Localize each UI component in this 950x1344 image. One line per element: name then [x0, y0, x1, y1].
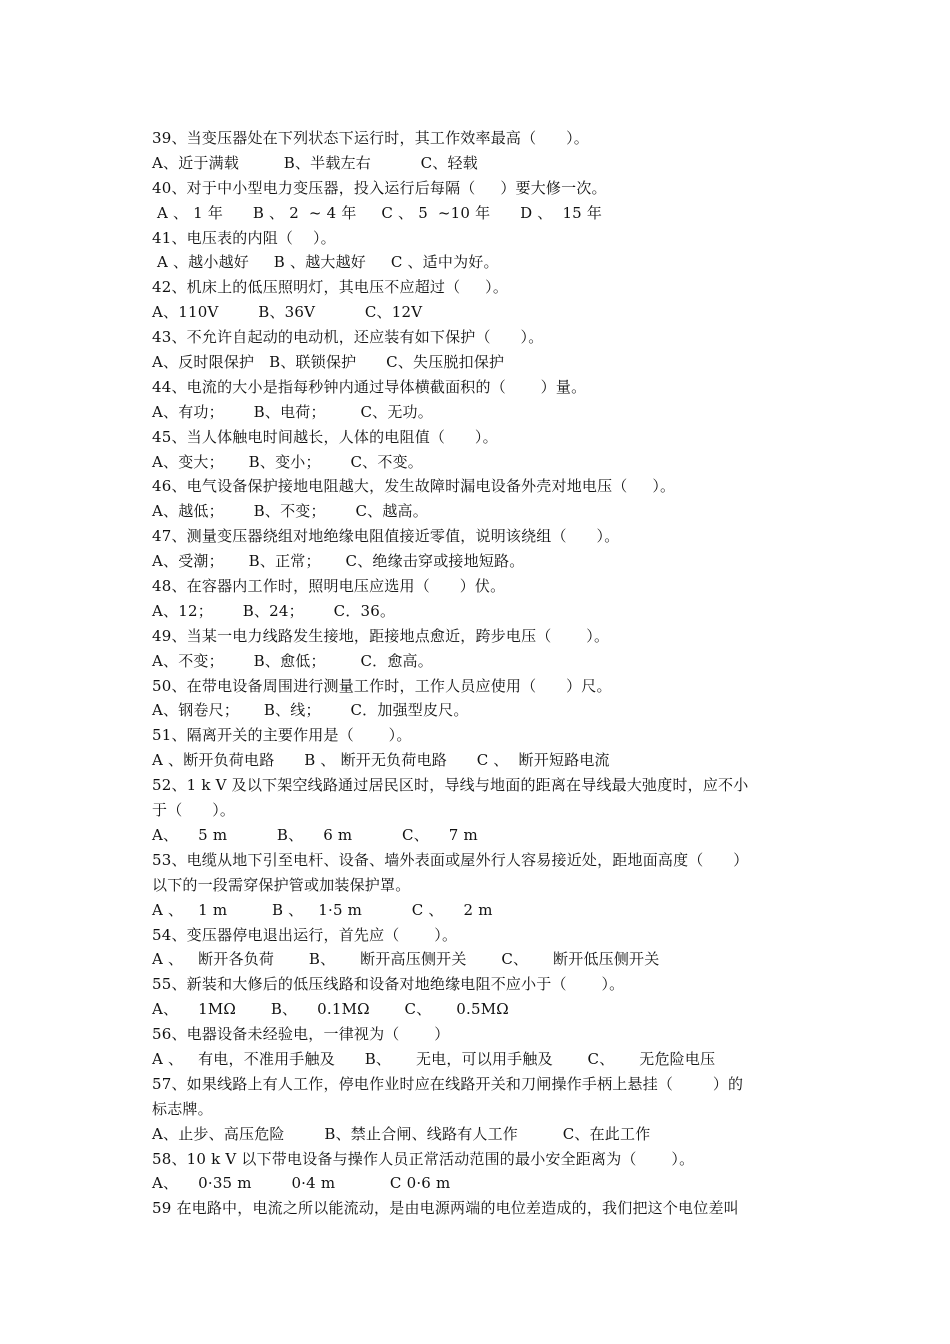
question-52-cont: 于（ ）。: [152, 801, 236, 820]
options-52: A、 5 m B、 6 m C、 7 m: [152, 825, 478, 844]
question-45: 45、当人体触电时间越长，人体的电阻值（ ）。: [152, 427, 498, 446]
question-57-cont: 标志牌。: [152, 1099, 213, 1118]
options-56: A 、 有电，不准用手触及 B、 无电，可以用手触及 C、 无危险电压: [152, 1049, 716, 1068]
options-39: A、近于满载 B、半载左右 C、轻载: [152, 153, 478, 172]
options-42: A、110V B、36V C、12V: [152, 303, 423, 322]
options-54: A 、 断开各负荷 B、 断开高压侧开关 C、 断开低压侧开关: [152, 950, 660, 969]
options-43: A、反时限保护 B、联锁保护 C、失压脱扣保护: [152, 353, 505, 372]
question-49: 49、当某一电力线路发生接地，距接地点愈近，跨步电压（ ）。: [152, 626, 610, 645]
options-51: A 、断开负荷电路 B 、 断开无负荷电路 C 、 断开短路电流: [152, 751, 610, 770]
question-list: [152, 126, 812, 1221]
question-44: 44、电流的大小是指每秒钟内通过导体横截面积的（ ）量。: [152, 377, 587, 396]
options-47: A、受潮； B、正常； C、绝缘击穿或接地短路。: [152, 552, 525, 571]
options-50: A、钢卷尺； B、线； C．加强型皮尺。: [152, 701, 469, 720]
options-48: A、12； B、24； C．36。: [152, 601, 396, 620]
options-45: A、变大； B、变小； C、不变。: [152, 452, 423, 471]
options-53: A 、 1 m B 、 1·5 m C 、 2 m: [152, 900, 493, 919]
question-43: 43、不允许自起动的电动机，还应装有如下保护（ ）。: [152, 328, 544, 347]
options-49: A、不变； B、愈低； C．愈高。: [152, 651, 433, 670]
question-48: 48、在容器内工作时，照明电压应选用（ ）伏。: [152, 577, 506, 596]
question-56: 56、电器设备未经验电，一律视为（ ）: [152, 1025, 450, 1044]
options-58: A、 0·35 m 0·4 m C 0·6 m: [152, 1174, 451, 1193]
question-54: 54、变压器停电退出运行，首先应（ ）。: [152, 925, 458, 944]
question-47: 47、测量变压器绕组对地绝缘电阻值接近零值，说明该绕组（ ）。: [152, 527, 620, 546]
question-40: 40、对于中小型电力变压器，投入运行后每隔（ ）要大修一次。: [152, 178, 607, 197]
options-40: A 、 1 年 B 、 2 ~ 4 年 C 、 5 ~10 年 D 、 15 年: [152, 203, 603, 222]
options-46: A、越低； B、不变； C、越高。: [152, 502, 428, 521]
question-53: 53、电缆从地下引至电杆、设备、墙外表面或屋外行人容易接近处，距地面高度（ ）: [152, 850, 749, 869]
question-41: 41、电压表的内阻（ ）。: [152, 228, 336, 247]
options-44: A、有功； B、电荷； C、无功。: [152, 402, 433, 421]
question-42: 42、机床上的低压照明灯，其电压不应超过（ ）。: [152, 278, 509, 297]
question-53-cont: 以下的一段需穿保护管或加装保护罩。: [152, 875, 411, 894]
question-50: 50、在带电设备周围进行测量工作时，工作人员应使用（ ）尺。: [152, 676, 612, 695]
question-39: 39、当变压器处在下列状态下运行时，其工作效率最高（ ）。: [152, 129, 589, 147]
question-58: 58、10 k V 以下带电设备与操作人员正常活动范围的最小安全距离为（ ）。: [152, 1149, 695, 1168]
question-55: 55、新装和大修后的低压线路和设备对地绝缘电阻不应小于（ ）。: [152, 975, 625, 994]
question-51: 51、隔离开关的主要作用是（ ）。: [152, 726, 412, 745]
question-52: 52、1 k V 及以下架空线路通过居民区时，导线与地面的距离在导线最大弛度时，应不小: [152, 776, 749, 795]
question-59: 59 在电路中，电流之所以能流动，是由电源两端的电位差造成的，我们把这个电位差叫: [152, 1199, 739, 1218]
question-57: 57、如果线路上有人工作，停电作业时应在线路开关和刀闸操作手柄上悬挂（ ）的: [152, 1074, 744, 1093]
options-41: A 、越小越好 B 、越大越好 C 、适中为好。: [152, 253, 499, 272]
options-55: A、 1MΩ B、 0.1MΩ C、 0.5MΩ: [152, 1000, 509, 1019]
options-57: A、止步、高压危险 B、禁止合闸、线路有人工作 C、在此工作: [152, 1124, 651, 1143]
question-46: 46、电气设备保护接地电阻越大，发生故障时漏电设备外壳对地电压（ ）。: [152, 477, 676, 496]
